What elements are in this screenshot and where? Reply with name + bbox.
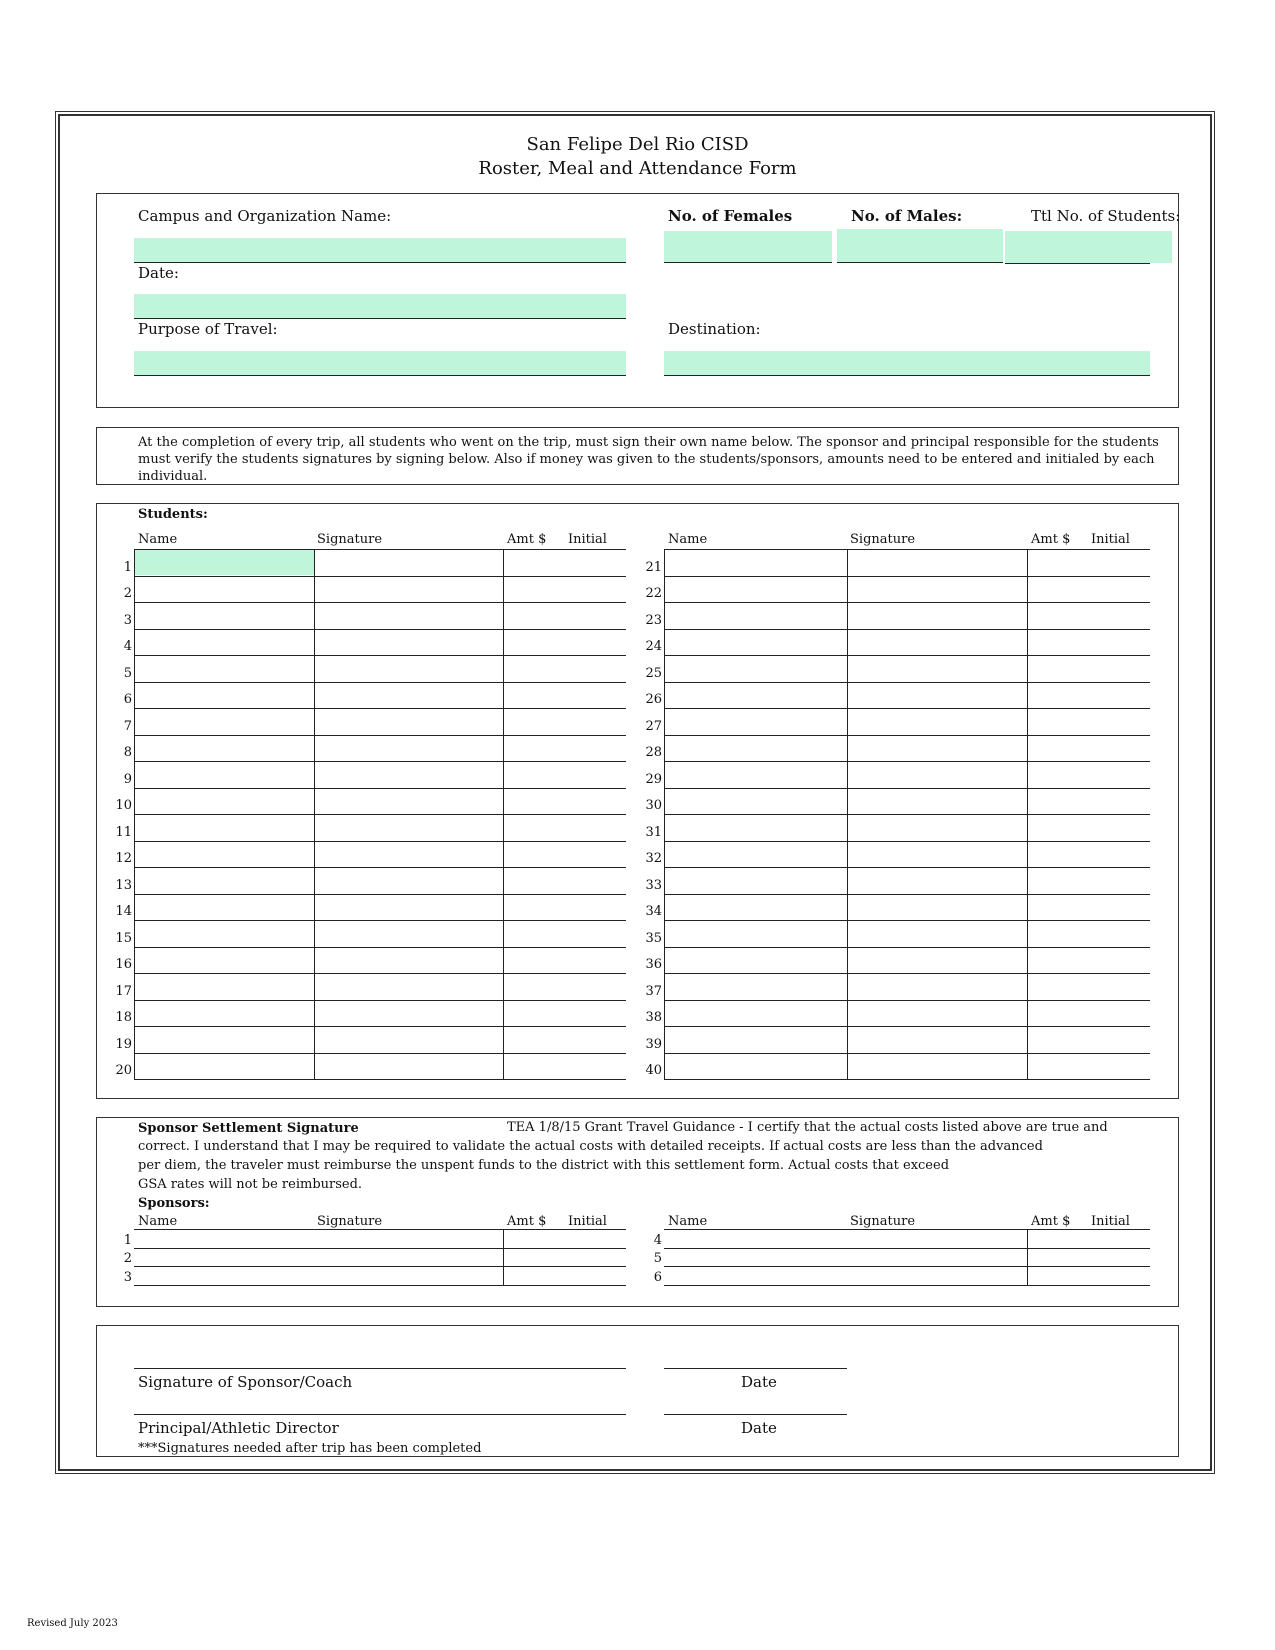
sponsors-right-top-line — [664, 1229, 1150, 1230]
table-row[interactable] — [664, 735, 1150, 736]
table-row[interactable] — [134, 1248, 626, 1249]
row-number: 2 — [123, 1251, 132, 1266]
table-row[interactable] — [134, 576, 626, 577]
table-row[interactable] — [664, 1026, 1150, 1027]
table-row[interactable] — [664, 867, 1150, 868]
row-number: 12 — [115, 851, 132, 866]
table-row[interactable] — [134, 814, 626, 815]
students-right-top-line — [664, 549, 1150, 550]
row-number: 37 — [645, 983, 662, 999]
guidance-line-4: GSA rates will not be reimbursed. — [138, 1177, 363, 1192]
row-number: 15 — [115, 930, 132, 946]
sponsors-col-name: Name — [138, 1214, 178, 1229]
table-row[interactable] — [134, 788, 626, 789]
sponsors-col-signature: Signature — [317, 1214, 383, 1229]
table-row[interactable] — [664, 576, 1150, 577]
table-row[interactable] — [664, 1248, 1150, 1249]
students-col-name-right: Name — [668, 532, 708, 547]
row-number: 14 — [115, 904, 132, 919]
principal-date-label: Date — [741, 1419, 777, 1437]
row-number: 26 — [645, 692, 662, 707]
table-row[interactable] — [134, 1079, 626, 1080]
row-number: 35 — [645, 930, 662, 946]
row-number: 40 — [645, 1063, 662, 1078]
table-row[interactable] — [134, 894, 626, 895]
students-heading: Students: — [138, 507, 208, 522]
row-number: 33 — [645, 877, 662, 893]
guidance-line-1: TEA 1/8/15 Grant Travel Guidance - I certify that the actual costs listed above are true and — [507, 1120, 1108, 1135]
table-row[interactable] — [134, 602, 626, 603]
instructions-line-1: At the completion of every trip, all students who went on the trip, must sign their own name below. The sponsor and principal responsible for the students — [138, 435, 1159, 450]
students-right-column-divider — [847, 549, 848, 1079]
students-col-amount-right: Amt $ — [1031, 532, 1071, 547]
table-row[interactable] — [134, 655, 626, 656]
students-col-signature-right: Signature — [850, 532, 916, 547]
table-row[interactable] — [664, 973, 1150, 974]
settlement-heading: Sponsor Settlement Signature — [138, 1121, 359, 1136]
row-number: 9 — [123, 771, 132, 787]
females-label: No. of Females — [668, 207, 793, 225]
table-row[interactable] — [664, 708, 1150, 709]
table-row[interactable] — [664, 602, 1150, 603]
row-number: 22 — [645, 586, 662, 601]
instructions-line-3: individual. — [138, 469, 208, 484]
sponsors-left-top-line — [134, 1229, 626, 1230]
students-col-name: Name — [138, 532, 178, 547]
table-row[interactable] — [134, 867, 626, 868]
table-row[interactable] — [664, 629, 1150, 630]
row-number: 13 — [115, 877, 132, 893]
sponsors-heading: Sponsors: — [138, 1196, 210, 1211]
table-row[interactable] — [134, 1000, 626, 1001]
row-number: 18 — [115, 1010, 132, 1025]
table-row[interactable] — [664, 841, 1150, 842]
row-number: 31 — [645, 824, 662, 840]
row-number: 20 — [115, 1063, 132, 1078]
principal-signature-label: Principal/Athletic Director — [138, 1419, 339, 1437]
row-number: 11 — [115, 824, 132, 840]
row-number: 21 — [645, 559, 662, 575]
row-number: 8 — [123, 745, 132, 760]
students-left-column-divider — [503, 549, 504, 1079]
date-label: Date: — [138, 264, 179, 282]
table-row[interactable] — [664, 814, 1150, 815]
table-row[interactable] — [664, 682, 1150, 683]
students-right-column-divider — [1027, 549, 1028, 1079]
campus-label: Campus and Organization Name: — [138, 207, 392, 225]
males-field[interactable] — [837, 229, 1003, 263]
row-number: 25 — [645, 665, 662, 681]
table-row[interactable] — [664, 655, 1150, 656]
row-number: 24 — [645, 639, 662, 654]
total-students-field[interactable] — [1005, 231, 1172, 263]
row-number: 39 — [645, 1036, 662, 1052]
row-number: 28 — [645, 745, 662, 760]
table-row[interactable] — [134, 1285, 626, 1286]
instructions-line-2: must verify the students signatures by signing below. Also if money was given to the students/sponsors, amounts need to be entered and initialed by each — [138, 452, 1155, 467]
sponsors-col-amount: Amt $ — [507, 1214, 547, 1229]
total-students-underline — [1005, 263, 1150, 264]
students-col-signature: Signature — [317, 532, 383, 547]
students-right-column-divider — [664, 549, 665, 1079]
row-number: 10 — [115, 798, 132, 813]
table-row[interactable] — [664, 1053, 1150, 1054]
table-row[interactable] — [664, 1266, 1150, 1267]
row-number: 17 — [115, 983, 132, 999]
table-row[interactable] — [664, 788, 1150, 789]
row-number: 1 — [123, 1232, 132, 1248]
purpose-label: Purpose of Travel: — [138, 320, 278, 338]
purpose-field[interactable] — [134, 351, 626, 376]
students-col-initial: Initial — [568, 532, 607, 547]
row-number: 19 — [115, 1036, 132, 1052]
row-number: 29 — [645, 771, 662, 787]
row-number: 38 — [645, 1010, 662, 1025]
sponsor-signature-line[interactable] — [134, 1368, 626, 1369]
row-number: 3 — [123, 612, 132, 628]
row-number: 1 — [123, 559, 132, 575]
table-row[interactable] — [664, 920, 1150, 921]
table-row[interactable] — [134, 682, 626, 683]
row-number: 6 — [123, 692, 132, 707]
row-number: 7 — [123, 718, 132, 734]
males-label: No. of Males: — [851, 207, 963, 225]
sponsors-col-initial: Initial — [568, 1214, 607, 1229]
sponsors-right-column-divider — [1027, 1229, 1028, 1285]
table-row[interactable] — [134, 841, 626, 842]
row-number: 36 — [645, 957, 662, 972]
sponsor-date-line[interactable] — [664, 1368, 847, 1369]
students-col-initial-right: Initial — [1091, 532, 1130, 547]
table-row[interactable] — [134, 947, 626, 948]
row-number: 16 — [115, 957, 132, 972]
row-number: 4 — [653, 1232, 662, 1248]
table-row[interactable] — [134, 629, 626, 630]
row-number: 27 — [645, 718, 662, 734]
sponsors-left-column-divider — [503, 1229, 504, 1285]
row-number: 32 — [645, 851, 662, 866]
table-row[interactable] — [664, 1000, 1150, 1001]
table-row[interactable] — [664, 894, 1150, 895]
guidance-line-2: correct. I understand that I may be required to validate the actual costs with detailed receipts. If actual costs are less than the advanced — [138, 1139, 1043, 1154]
sponsors-col-name-right: Name — [668, 1214, 708, 1229]
table-row[interactable] — [134, 761, 626, 762]
table-row[interactable] — [664, 947, 1150, 948]
table-row[interactable] — [134, 708, 626, 709]
students-left-column-divider — [314, 549, 315, 1079]
destination-label: Destination: — [668, 320, 761, 338]
students-col-amount: Amt $ — [507, 532, 547, 547]
form-title-district: San Felipe Del Rio CISD — [526, 134, 749, 155]
table-row[interactable] — [664, 761, 1150, 762]
row-number: 5 — [653, 1251, 662, 1266]
campus-field[interactable] — [134, 238, 626, 263]
table-row[interactable] — [134, 920, 626, 921]
revised-date: Revised July 2023 — [27, 1618, 118, 1629]
table-row[interactable] — [134, 1026, 626, 1027]
guidance-line-3: per diem, the traveler must reimburse the unspent funds to the district with this settlement form. Actual costs that exceed — [138, 1158, 950, 1173]
sponsor-signature-label: Signature of Sponsor/Coach — [138, 1373, 353, 1391]
table-row[interactable] — [664, 1079, 1150, 1080]
row-number: 2 — [123, 586, 132, 601]
table-row[interactable] — [664, 1285, 1150, 1286]
table-row[interactable] — [134, 1266, 626, 1267]
table-row[interactable] — [134, 973, 626, 974]
destination-field[interactable] — [664, 351, 1150, 376]
sponsors-col-initial-right: Initial — [1091, 1214, 1130, 1229]
students-left-column-divider — [134, 549, 135, 1079]
sponsors-col-amount-right: Amt $ — [1031, 1214, 1071, 1229]
date-field[interactable] — [134, 294, 626, 319]
row-number: 6 — [653, 1269, 662, 1285]
row-number: 4 — [123, 639, 132, 654]
principal-date-line[interactable] — [664, 1414, 847, 1415]
row-number: 3 — [123, 1269, 132, 1285]
students-left-top-line — [134, 549, 626, 550]
principal-signature-line[interactable] — [134, 1414, 626, 1415]
student-1-name-highlight[interactable] — [135, 550, 314, 575]
signatures-section — [96, 1325, 1179, 1457]
signatures-note: ***Signatures needed after trip has been completed — [138, 1441, 482, 1456]
sponsor-date-label: Date — [741, 1373, 777, 1391]
females-field[interactable] — [664, 231, 832, 263]
form-title-name: Roster, Meal and Attendance Form — [478, 158, 797, 179]
table-row[interactable] — [134, 1053, 626, 1054]
table-row[interactable] — [134, 735, 626, 736]
total-students-label: Ttl No. of Students: — [1031, 207, 1181, 225]
row-number: 23 — [645, 612, 662, 628]
sponsors-col-signature-right: Signature — [850, 1214, 916, 1229]
row-number: 30 — [645, 798, 662, 813]
row-number: 34 — [645, 904, 662, 919]
row-number: 5 — [123, 665, 132, 681]
